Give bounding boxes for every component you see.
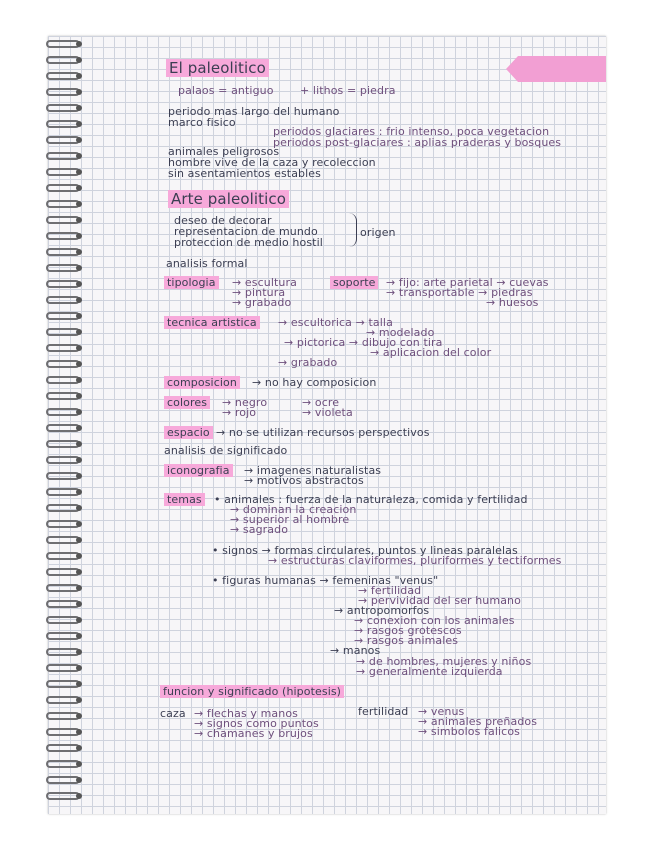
spiral-ring [46, 280, 80, 288]
spiral-ring [46, 200, 80, 208]
color-item: → negro [222, 396, 268, 409]
temas-line: → superior al hombre [230, 513, 350, 526]
binding-hole [76, 153, 82, 159]
binding-hole [76, 633, 82, 639]
intro-line: marco fisico [168, 116, 236, 129]
spiral-ring [46, 360, 80, 368]
spiral-ring [46, 600, 80, 608]
intro-line: periodo mas largo del humano [168, 105, 340, 118]
spiral-ring [46, 488, 80, 496]
binding-hole [76, 217, 82, 223]
intro-line: sin asentamientos estables [168, 167, 321, 180]
binding-hole [76, 601, 82, 607]
tipologia-item: → pintura [232, 286, 286, 299]
tecnica-line: → modelado [366, 326, 435, 339]
binding-hole [76, 89, 82, 95]
iconografia-line: → imagenes naturalistas [244, 464, 382, 477]
temas-line: → sagrado [230, 523, 289, 536]
binding-hole [76, 201, 82, 207]
spiral-ring [46, 648, 80, 656]
temas-line: • animales : fuerza de la naturaleza, comida y fertilidad [214, 493, 528, 506]
spiral-ring [46, 120, 80, 128]
binding-hole [76, 505, 82, 511]
spiral-ring [46, 264, 80, 272]
temas-line: → pervividad del ser humano [358, 594, 521, 607]
temas-line: → estructuras claviformes, pluriformes y tectiformes [268, 554, 562, 567]
spiral-ring [46, 632, 80, 640]
binding-hole [76, 73, 82, 79]
spiral-ring [46, 296, 80, 304]
color-item: → ocre [302, 396, 340, 409]
spiral-ring [46, 776, 80, 784]
origen-item: proteccion de medio hostil [174, 236, 323, 249]
tecnica-label: tecnica artistica [164, 316, 260, 329]
spiral-ring [46, 88, 80, 96]
spiral-ring [46, 504, 80, 512]
temas-line: • figuras humanas → femeninas "venus" [212, 574, 439, 587]
binding-hole [76, 617, 82, 623]
iconografia-line: → motivos abstractos [244, 474, 364, 487]
binding-hole [76, 233, 82, 239]
fertilidad-line: → animales preñados [418, 715, 538, 728]
origen-item: representacion de mundo [174, 225, 318, 238]
binding-hole [76, 185, 82, 191]
binding-hole [76, 441, 82, 447]
brace [346, 213, 357, 247]
spiral-ring [46, 328, 80, 336]
binding-hole [76, 361, 82, 367]
intro-line: periodos post-glaciares : aplias praderas y bosques [273, 136, 562, 149]
analisis-significado: analisis de significado [164, 444, 288, 457]
temas-line: → manos [330, 644, 381, 657]
tecnica-line: → escultorica → talla [278, 316, 393, 329]
spiral-ring [46, 440, 80, 448]
binding-hole [76, 137, 82, 143]
intro-line: animales peligrosos [168, 145, 280, 158]
spiral-ring [46, 552, 80, 560]
binding-hole [76, 297, 82, 303]
origen-item: deseo de decorar [174, 214, 272, 227]
binding-hole [76, 729, 82, 735]
composicion-text: → no hay composicion [252, 376, 377, 389]
iconografia-label: iconografia [164, 464, 233, 477]
tecnica-line: → pictorica → dibujo con tira [284, 336, 443, 349]
tipologia-item: → escultura [232, 276, 297, 289]
binding-hole [76, 425, 82, 431]
spiral-ring [46, 168, 80, 176]
binding-hole [76, 409, 82, 415]
spiral-ring [46, 744, 80, 752]
analisis-formal: analisis formal [166, 257, 248, 270]
temas-line: → fertilidad [358, 584, 422, 597]
spiral-ring [46, 664, 80, 672]
spiral-ring [46, 568, 80, 576]
temas-line: → dominan la creacion [230, 503, 357, 516]
composicion-label: composicion [164, 376, 240, 389]
spiral-binding [46, 40, 86, 810]
binding-hole [76, 473, 82, 479]
binding-hole [76, 41, 82, 47]
binding-hole [76, 585, 82, 591]
tipologia-label: tipologia [164, 276, 219, 289]
tecnica-line: → grabado [278, 356, 338, 369]
spiral-ring [46, 760, 80, 768]
spiral-ring [46, 184, 80, 192]
binding-hole [76, 313, 82, 319]
spiral-ring [46, 392, 80, 400]
section-title-arte: Arte paleolitico [168, 190, 289, 208]
spiral-ring [46, 216, 80, 224]
temas-line: → rasgos animales [354, 634, 459, 647]
spiral-ring [46, 616, 80, 624]
colores-label: colores [164, 396, 210, 409]
temas-line: → de hombres, mujeres y niños [356, 655, 532, 668]
soporte-line: → huesos [486, 296, 539, 309]
binding-hole [76, 761, 82, 767]
caza-line: → signos como puntos [194, 717, 319, 730]
temas-label: temas [164, 493, 205, 506]
temas-line: → antropomorfos [334, 604, 430, 617]
spiral-ring [46, 376, 80, 384]
fertilidad-line: → venus [418, 705, 465, 718]
binding-hole [76, 489, 82, 495]
spiral-ring [46, 536, 80, 544]
temas-line: → generalmente izquierda [356, 665, 503, 678]
binding-hole [76, 793, 82, 799]
color-item: → violeta [302, 406, 353, 419]
binding-hole [76, 281, 82, 287]
spiral-ring [46, 232, 80, 240]
binding-hole [76, 121, 82, 127]
caza-line: → chamanes y brujos [194, 727, 313, 740]
intro-line: periodos glaciares : frio intenso, poca vegetacion [273, 125, 550, 138]
binding-hole [76, 537, 82, 543]
binding-hole [76, 665, 82, 671]
spiral-ring [46, 152, 80, 160]
binding-hole [76, 105, 82, 111]
binding-hole [76, 377, 82, 383]
spiral-ring [46, 408, 80, 416]
tecnica-line: → aplicacion del color [370, 346, 492, 359]
spiral-ring [46, 344, 80, 352]
binding-hole [76, 457, 82, 463]
fertilidad-line: → simbolos falicos [418, 725, 520, 738]
spiral-ring [46, 472, 80, 480]
spiral-ring [46, 456, 80, 464]
soporte-line: → transportable → piedras [386, 286, 533, 299]
intro-line: hombre vive de la caza y recoleccion [168, 156, 376, 169]
fertilidad-label: fertilidad [358, 705, 409, 718]
color-item: → rojo [222, 406, 257, 419]
origen-label: origen [360, 226, 396, 239]
spiral-ring [46, 104, 80, 112]
binding-hole [76, 553, 82, 559]
espacio-text: → no se utilizan recursos perspectivos [216, 426, 430, 439]
binding-hole [76, 713, 82, 719]
binding-hole [76, 649, 82, 655]
caza-label: caza [160, 707, 186, 720]
spiral-ring [46, 584, 80, 592]
binding-hole [76, 393, 82, 399]
spiral-ring [46, 680, 80, 688]
binding-hole [76, 329, 82, 335]
temas-line: → rasgos grotescos [354, 624, 462, 637]
spiral-ring [46, 728, 80, 736]
spiral-ring [46, 40, 80, 48]
espacio-label: espacio [164, 426, 213, 439]
binding-hole [76, 249, 82, 255]
etym-right: + lithos = piedra [300, 84, 396, 97]
binding-hole [76, 777, 82, 783]
binding-hole [76, 345, 82, 351]
soporte-label: soporte [330, 276, 378, 289]
binding-hole [76, 57, 82, 63]
spiral-ring [46, 248, 80, 256]
caza-line: → flechas y manos [194, 707, 298, 720]
temas-line: → conexion con los animales [354, 614, 515, 627]
funcion-title: funcion y significado (hipotesis) [160, 685, 344, 698]
binding-hole [76, 697, 82, 703]
spiral-ring [46, 792, 80, 800]
pink-tab-marker [506, 56, 606, 82]
spiral-ring [46, 424, 80, 432]
soporte-line: → fijo: arte parietal → cuevas [386, 276, 549, 289]
spiral-ring [46, 72, 80, 80]
spiral-ring [46, 712, 80, 720]
spiral-ring [46, 312, 80, 320]
page-title: El paleolitico [166, 59, 269, 77]
spiral-ring [46, 520, 80, 528]
binding-hole [76, 745, 82, 751]
spiral-ring [46, 56, 80, 64]
binding-hole [76, 169, 82, 175]
binding-hole [76, 681, 82, 687]
etym-left: palaos = antiguo [178, 84, 274, 97]
temas-line: • signos → formas circulares, puntos y lineas paralelas [212, 544, 518, 557]
spiral-ring [46, 696, 80, 704]
binding-hole [76, 265, 82, 271]
binding-hole [76, 569, 82, 575]
spiral-ring [46, 136, 80, 144]
tipologia-item: → grabado [232, 296, 292, 309]
binding-hole [76, 521, 82, 527]
